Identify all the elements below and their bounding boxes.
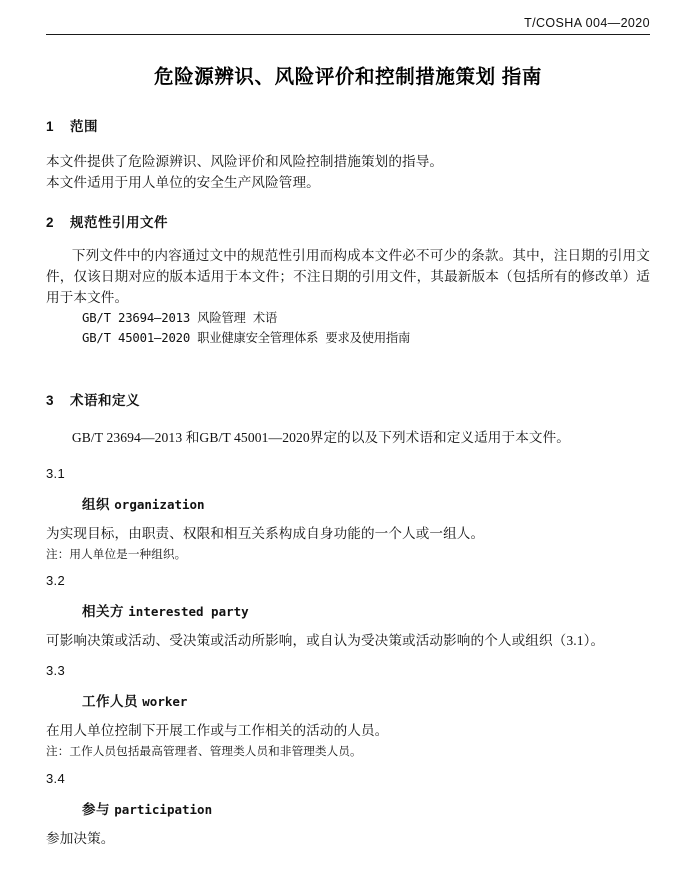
scope-paragraph-1: 本文件提供了危险源辨识、风险评价和风险控制措施策划的指导。 — [46, 154, 444, 169]
section-title-3: 术语和定义 — [70, 392, 140, 408]
term-note-3-1: 注：用人单位是一种组织。 — [46, 547, 187, 561]
section-terms-definitions — [46, 389, 650, 448]
section-heading-3 — [46, 389, 650, 409]
header-divider — [46, 34, 650, 35]
term-title-3-1: 组织 organization — [82, 496, 205, 512]
term-title-3-4: 参与 participation — [82, 801, 213, 817]
section-number-2: 2 — [46, 215, 55, 231]
term-entry-3-1 — [46, 466, 650, 563]
section-title-2: 规范性引用文件 — [70, 215, 168, 231]
term-title-3-3: 工作人员 worker — [82, 694, 188, 710]
page-header — [46, 0, 650, 30]
term-definition-3-4: 参加决策。 — [46, 830, 115, 846]
page-title: 危险源辨识、风险评价和控制措施策划 指南 — [154, 66, 542, 88]
reference-item-1: GB/T 23694—2013 风险管理 术语 — [82, 311, 278, 326]
section-heading-2 — [46, 211, 650, 231]
section-title-1: 范围 — [70, 119, 98, 134]
term-note-3-3: 注：工作人员包括最高管理者、管理类人员和非管理类人员。 — [46, 745, 362, 759]
reference-item-2: GB/T 45001—2020 职业健康安全管理体系 要求及使用指南 — [82, 331, 411, 346]
standard-code: T/COSHA 004—2020 — [524, 16, 650, 30]
term-number-3-4: 3.4 — [46, 770, 65, 786]
term-number-3-2: 3.2 — [46, 573, 65, 589]
section-heading-1 — [46, 115, 650, 135]
term-definition-3-3: 在用人单位控制下开展工作或与工作相关的活动的人员。 — [46, 723, 389, 739]
term-entry-3-2 — [46, 573, 650, 651]
section-normative-references — [46, 211, 650, 348]
term-number-3-3: 3.3 — [46, 663, 65, 679]
section-number-1: 1 — [46, 119, 55, 134]
term-entry-3-3 — [46, 663, 650, 760]
term-number-3-1: 3.1 — [46, 465, 65, 481]
term-entry-3-4 — [46, 771, 650, 849]
section-number-3: 3 — [46, 392, 55, 408]
section-scope — [46, 115, 650, 193]
terms-intro-paragraph: GB/T 23694—2013 和GB/T 45001—2020界定的以及下列术语和定义适用于本文件。 — [71, 429, 570, 445]
term-definition-3-2: 可影响决策或活动、受决策或活动所影响，或自认为受决策或活动影响的个人或组织（3.1）。 — [46, 633, 605, 649]
term-definition-3-1: 为实现目标，由职责、权限和相互关系构成自身功能的一个人或一组人。 — [46, 525, 485, 541]
scope-paragraph-2: 本文件适用于用人单位的安全生产风险管理。 — [46, 175, 320, 191]
normative-paragraph: 下列文件中的内容通过文中的规范性引用而构成本文件必不可少的条款。其中，注日期的引用文件，仅该日期对应的版本适用于本文件；不注日期的引用文件，其最新版本（包括所有的修改单）适用于本文件。 — [46, 248, 650, 306]
term-title-3-2: 相关方 interested party — [82, 604, 249, 620]
